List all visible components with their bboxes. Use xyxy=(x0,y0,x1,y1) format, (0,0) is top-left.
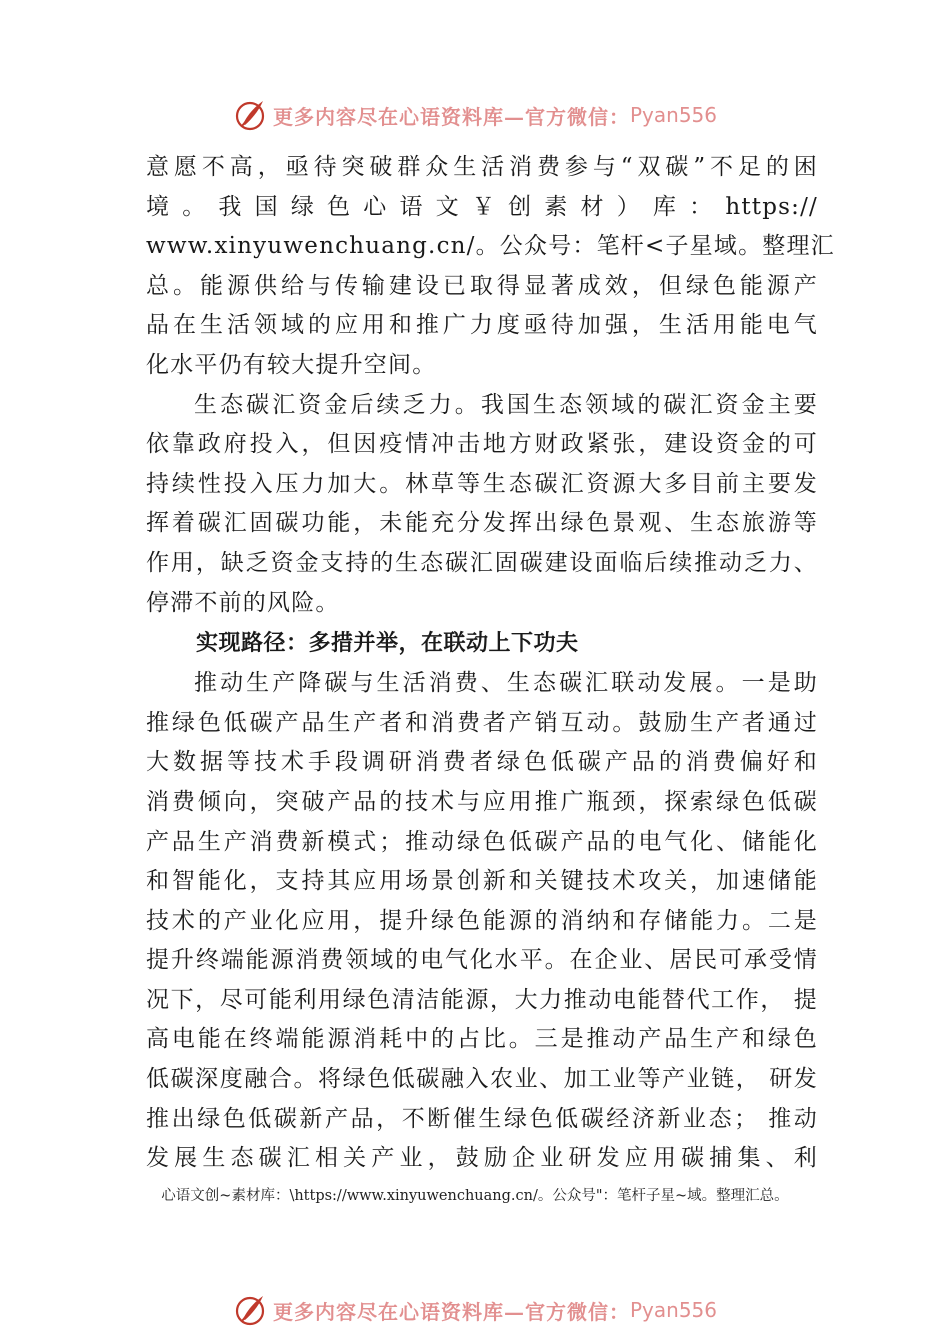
banner-title: 更多内容尽在心语资料库—官方微信： xyxy=(272,104,630,129)
text-line: 挥着碳汇固碳功能，未能充分发挥出绿色景观、生态旅游等 xyxy=(146,510,818,537)
quill-logo-icon xyxy=(233,1293,267,1327)
footer-banner xyxy=(0,1290,950,1330)
text-line: 推动生产降碳与生活消费、生态碳汇联动发展。一是助 xyxy=(194,670,818,697)
text-line: 依靠政府投入，但因疫情冲击地方财政紧张，建设资金的可 xyxy=(146,431,818,458)
text-line: 和智能化，支持其应用场景创新和关键技术攻关，加速储能 xyxy=(146,868,818,895)
text-line: 持续性投入压力加大。林草等生态碳汇资源大多目前主要发 xyxy=(146,470,818,497)
quill-logo-icon xyxy=(233,98,267,132)
text-line: 总。能源供给与传输建设已取得显著成效，但绿色能源产 xyxy=(146,272,818,299)
text-line: 况下，尽可能利用绿色清洁能源，大力推动电能替代工作， 提 xyxy=(146,986,818,1013)
document-body xyxy=(146,148,835,1179)
text-line: 意愿不高，亟待突破群众生活消费参与“双碳”不足的困 xyxy=(146,154,818,180)
text-line: 大数据等技术手段调研消费者绿色低碳产品的消费偏好和 xyxy=(146,749,818,776)
banner-wechat-id: Pyan556 xyxy=(629,1298,717,1322)
text-line: 技术的产业化应用，提升绿色能源的消纳和存储能力。二是 xyxy=(146,907,818,934)
banner-title: 更多内容尽在心语资料库—官方微信： xyxy=(272,1299,630,1324)
text-line: 产品生产消费新模式；推动绿色低碳产品的电气化、储能化 xyxy=(146,828,818,855)
banner-wechat-id: Pyan556 xyxy=(629,103,717,127)
paragraph-1 xyxy=(146,148,835,386)
text-line: 生态碳汇资金后续乏力。我国生态领域的碳汇资金主要 xyxy=(194,391,818,418)
section-heading: 实现路径：多措并举，在联动上下功夫 xyxy=(196,631,579,657)
paragraph-2 xyxy=(146,386,818,624)
text-line: 境。我国绿色心语文￥创素材）库：https:// xyxy=(146,193,818,220)
text-line: 品在生活领域的应用和推广力度亟待加强，生活用能电气 xyxy=(146,312,818,339)
text-line: 提升终端能源消费领域的电气化水平。在企业、居民可承受情 xyxy=(146,947,818,974)
text-line: www.xinyuwenchuang.cn/。公众号：笔杆<子星域。整理汇 xyxy=(146,233,835,260)
paragraph-3 xyxy=(146,664,818,1179)
text-line: 停滞不前的风险。 xyxy=(146,589,340,616)
text-line: 消费倾向，突破产品的技术与应用推广瓶颈，探索绿色低碳 xyxy=(146,788,818,815)
text-line: 发展生态碳汇相关产业，鼓励企业研发应用碳捕集、利 xyxy=(146,1145,818,1172)
text-line: 高电能在终端能源消耗中的占比。三是推动产品生产和绿色 xyxy=(146,1026,818,1053)
text-line: 作用，缺乏资金支持的生态碳汇固碳建设面临后续推动乏力、 xyxy=(146,549,818,576)
text-line: 推出绿色低碳新产品，不断催生绿色低碳经济新业态； 推动 xyxy=(146,1105,818,1132)
text-line: 推绿色低碳产品生产者和消费者产销互动。鼓励生产者通过 xyxy=(146,709,818,736)
header-banner xyxy=(0,95,950,135)
source-footnote: 心语文创~素材库：\https://www.xinyuwenchuang.cn/。公众号"：笔杆子星~域。整理汇总。 xyxy=(161,1188,789,1204)
text-line: 低碳深度融合。将绿色低碳融入农业、加工业等产业链， 研发 xyxy=(146,1066,818,1093)
text-line: 化水平仍有较大提升空间。 xyxy=(146,351,437,378)
